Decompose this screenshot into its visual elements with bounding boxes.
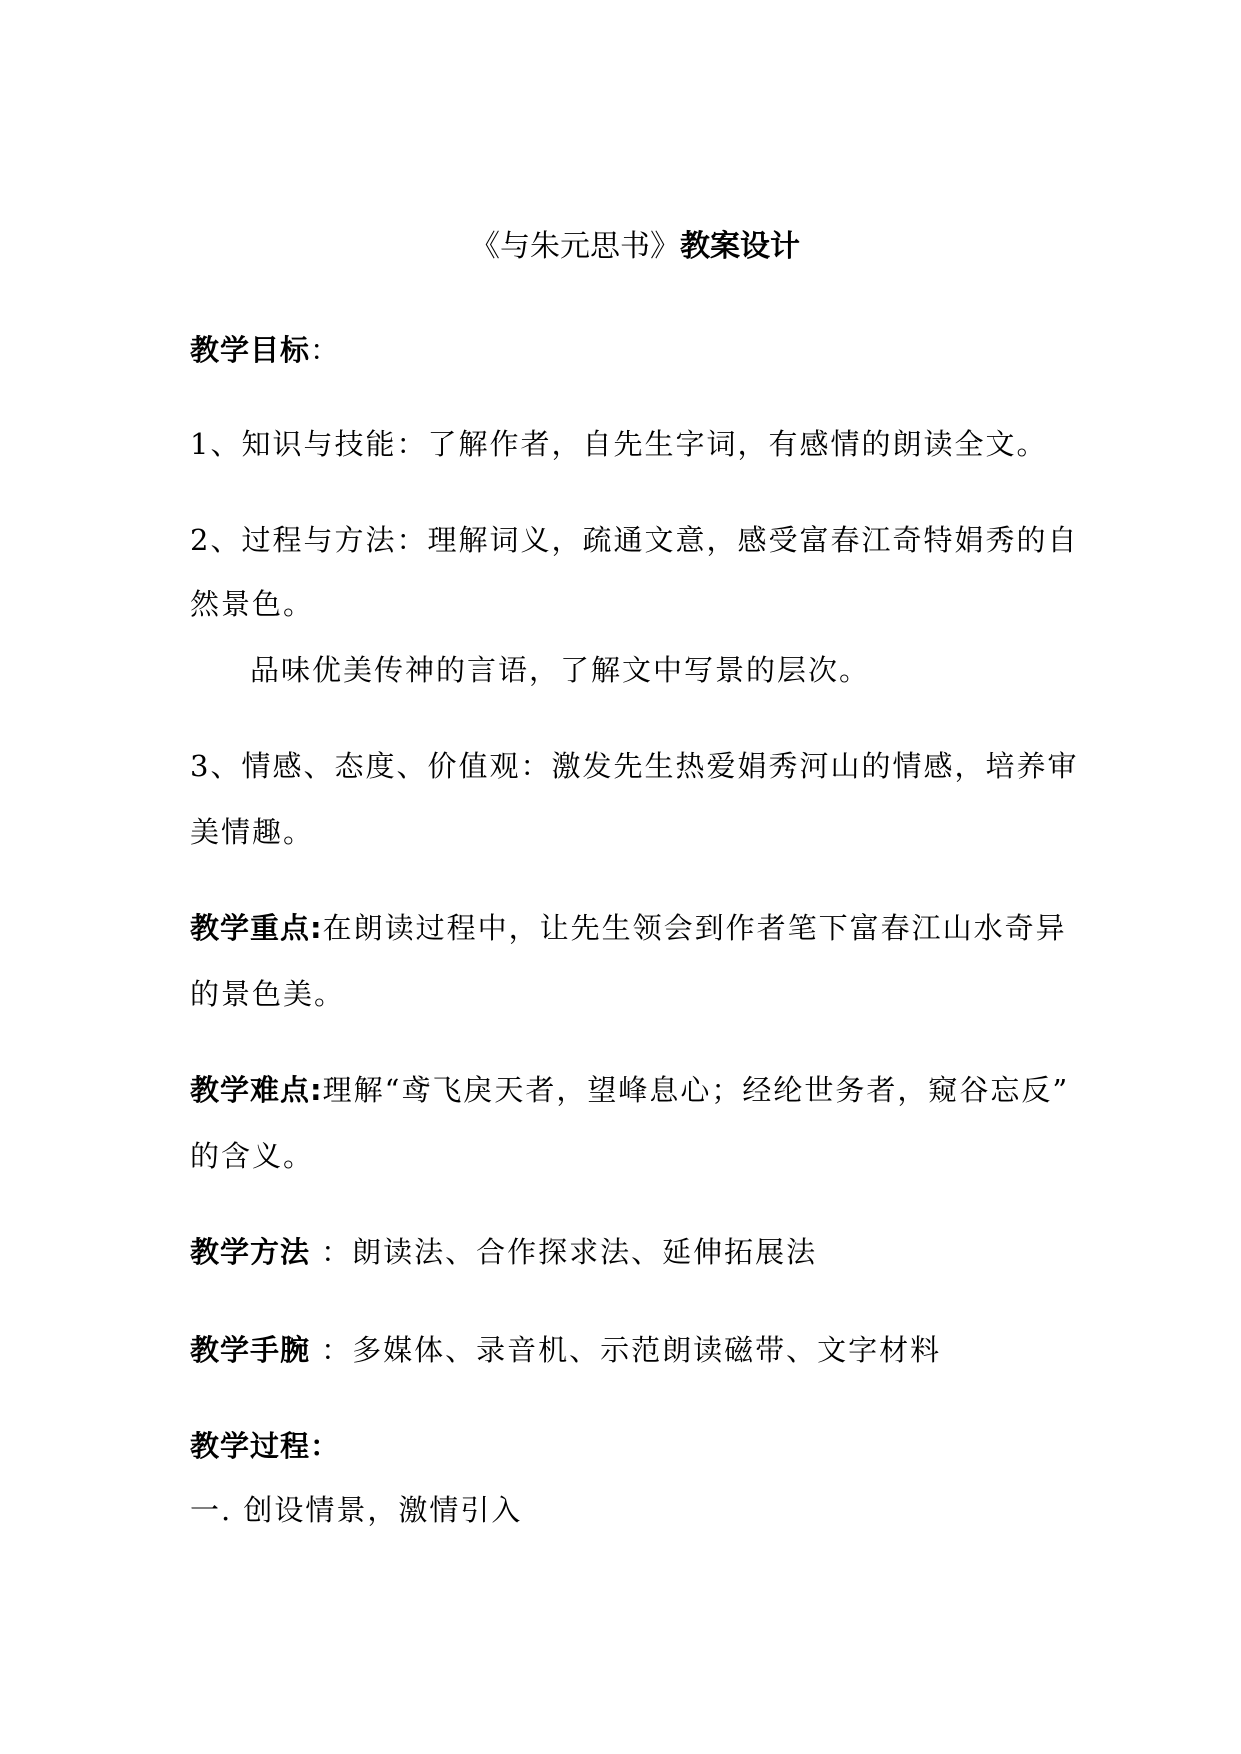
title-book-name: 《与朱元思书》: [470, 229, 680, 264]
means-value: ：多媒体、录音机、示范朗读磁带、文字材料: [321, 1333, 942, 1367]
process-heading: 教学过程：: [190, 1429, 341, 1463]
key-points-line-2: 的景色美。: [190, 977, 346, 1011]
difficulties-line-1: [190, 1073, 1070, 1107]
difficulties-line-2: 的含义。: [190, 1139, 315, 1173]
objectives-heading: 教学目标: [190, 333, 311, 367]
objective-item-2-line-1: 2、过程与方法：理解词义，疏通文意，感受富春江奇特娟秀的自: [190, 523, 1079, 557]
process-step-1: 一. 创设情景，激情引入: [190, 1493, 523, 1527]
key-points-text: 在朗读过程中，让先生领会到作者笔下富春江山水奇异: [322, 911, 1067, 945]
objectives-heading-line: [190, 333, 342, 367]
means-label: 教学手腕: [190, 1333, 322, 1367]
title-suffix: 教案设计: [680, 229, 800, 264]
objective-item-2-line-3: 品味优美传神的言语，了解文中写景的层次。: [250, 653, 871, 687]
methods-value: ：朗读法、合作探求法、延伸拓展法: [321, 1235, 818, 1269]
methods-line: [190, 1235, 818, 1269]
document-title: [470, 229, 800, 264]
difficulties-text: 理解“鸢飞戾天者，望峰息心；经纶世务者，窥谷忘反”: [322, 1073, 1070, 1107]
means-line: [190, 1333, 942, 1367]
key-points-line-1: [190, 911, 1067, 945]
objectives-colon: ：: [310, 333, 342, 367]
methods-label: 教学方法: [190, 1235, 322, 1269]
key-points-label: 教学重点:: [190, 911, 323, 945]
objective-item-3-line-2: 美情趣。: [190, 815, 315, 849]
objective-item-1: 1、知识与技能：了解作者，自先生字词，有感情的朗读全文。: [190, 427, 1048, 461]
objective-item-3-line-1: 3、情感、态度、价值观：激发先生热爱娟秀河山的情感，培养审: [190, 749, 1079, 783]
objective-item-2-line-2: 然景色。: [190, 587, 315, 621]
difficulties-label: 教学难点:: [190, 1073, 323, 1107]
